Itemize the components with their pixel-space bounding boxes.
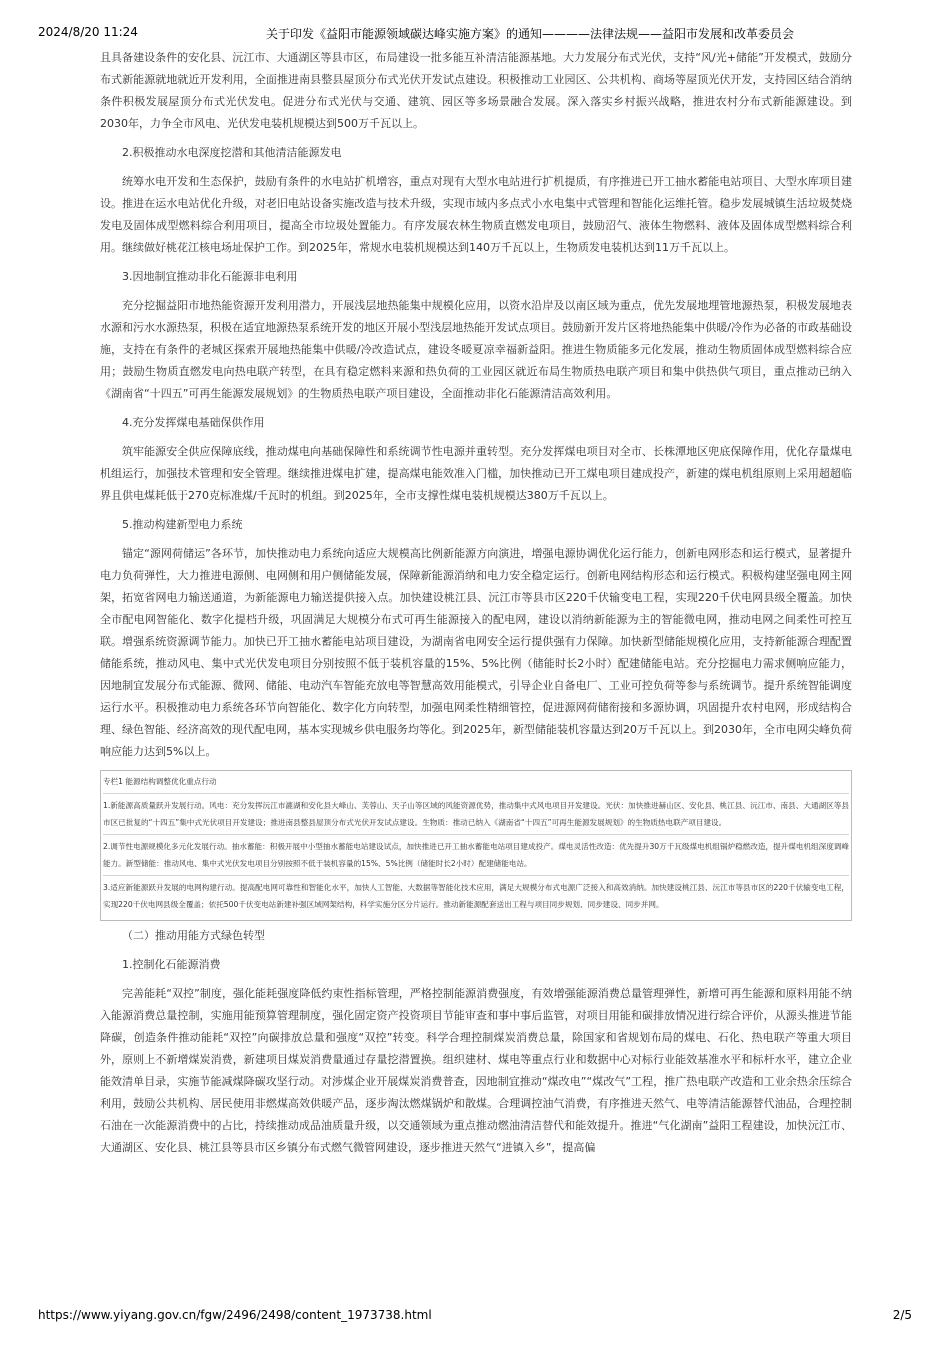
feature-box-energy-structure (100, 770, 852, 921)
print-page-title: 关于印发《益阳市能源领域碳达峰实施方案》的通知————法律法规——益阳市发展和改革委员会 (266, 27, 795, 41)
subheading-coal-power: 4.充分发挥煤电基础保供作用 (122, 416, 265, 429)
paragraph-power-system: 锚定“源网荷储运”各环节，加快推动电力系统向适应大规模高比例新能源方向演进，增强电源协调优化运行能力，创新电网形态和运行模式，显著提升电力负荷弹性，大力推进电源侧、电网侧和用户侧储能发展，保障新能源消纳和电力安全稳定运行。创新电网结构形态和运行模式。积极构建坚强电网主网架，拓宽省网电力输送通道，为新能源电力输送提供接入点。加快建设桃江县、沅江市等县市区220千伏输变电工程，实现220千伏电网县级全覆盖。加快全市配电网智能化、数字化提档升级，巩固满足大规模分布式可再生能源接入的配电网，建设以消纳新能源为主的智能微电网，推动电网之间柔性可控互联。增强系统资源调节能力。加快已开工抽水蓄能电站项目建设，为湖南省电网安全运行提供强有力保障。加快新型储能规模化应用，支持新能源合理配置储能系统，推动风电、集中式光伏发电项目分别按照不低于装机容量的15%、5%比例（储能时长2小时）配建储能电站。充分挖掘电力需求侧响应能力，因地制宜发展分布式能源、微网、储能、电动汽车智能充放电等智慧高效用能模式，引导企业自备电厂、工业可控负荷等参与系统调节。提升系统智能调度运行水平。积极推动电力系统各环节向智能化、数字化方向转型，加强电网柔性精细管控，促进源网荷储衔接和多源协调，巩固提升农村电网，形成结构合理、绿色智能、经济高效的现代配电网，基本实现城乡供电服务均等化。到2025年，新型储能装机容量达到20万千瓦以上。到2030年，全市电网尖峰负荷响应能力达到5%以上。 (100, 547, 852, 758)
feature-box-item-regulating-power: 2.调节性电源规模化多元化发展行动。抽水蓄能：积极开展中小型抽水蓄能电站建设试点，加快推进已开工抽水蓄能电站项目建成投产。煤电灵活性改造：优先提升30万千瓦级煤电机组锅炉稳燃改造，提升煤电机组深度调峰能力。新型储能：推动风电、集中式光伏发电项目分别按照不低于装机容量的15%、5%比例（储能时长2小时）配建储能电站。 (103, 838, 849, 876)
subheading-hydropower: 2.积极推动水电深度挖潜和其他清洁能源发电 (122, 146, 342, 159)
subheading-power-system: 5.推动构建新型电力系统 (122, 518, 243, 531)
page-number: 2/5 (892, 1308, 912, 1322)
feature-box-item-grid: 3.适应新能源跃升发展的电网构建行动。提高配电网可靠性和智能化水平，加快人工智能、大数据等智能化技术应用，满足大规模分布式电源广泛接入和高效消纳。加快建设桃江县、沅江市等县市区的220千伏输变电工程，实现220千伏电网县级全覆盖；依托500千伏变电站新建补强区域网架结构，科学实施分区分片运行。推动新能源配套送出工程与项目同步规划、同步建设、同步并网。 (103, 883, 849, 909)
section-heading-green-transition: （二）推动用能方式绿色转型 (122, 929, 265, 942)
subheading-fossil-control: 1.控制化石能源消费 (122, 958, 221, 971)
paragraph-hydropower: 统筹水电开发和生态保护，鼓励有条件的水电站扩机增容，重点对现有大型水电站进行扩机提质，有序推进已开工抽水蓄能电站项目、大型水库项目建设。推进在运水电站优化升级，对老旧电站设备实施改造与技术升级，实现市域内多点式小水电集中式管理和智能化运维托管。稳步发展城镇生活垃圾焚烧发电及固体成型燃料综合利用项目，提高全市垃圾处置能力。有序发展农林生物质直燃发电项目，鼓励沼气、液体生物燃料、液体及固体成型燃料综合利用。继续做好桃花江核电场址保护工作。到2025年，常规水电装机规模达到140万千瓦以上，生物质发电装机达到11万千瓦以上。 (100, 175, 852, 254)
feature-box-item-new-energy: 1.新能源高质量跃升发展行动。风电：充分发挥沅江市漉湖和安化县大峰山、芙蓉山、天子山等区域的风能资源优势，推动集中式风电项目开发建设。光伏：加快推进赫山区、安化县、桃江县、沅江市、南县、大通湖区等县市区已批复的“十四五”集中式光伏项目开发建设；推进南县整县屋顶分布式光伏开发试点建设。生物质：推动已纳入《湖南省“十四五”可再生能源发展规划》的生物质热电联产项目建设。 (103, 797, 849, 835)
subheading-non-electric-use: 3.因地制宜推动非化石能源非电利用 (122, 270, 298, 283)
feature-box-title: 专栏1 能源结构调整优化重点行动 (103, 773, 849, 794)
paragraph-fossil-control: 完善能耗“双控”制度，强化能耗强度降低约束性指标管理，严格控制能源消费强度，有效增强能源消费总量管理弹性，新增可再生能源和原料用能不纳入能源消费总量控制，实施用能预算管理制度，强化固定资产投资项目节能审查和事中事后监管，对项目用能和碳排放情况进行综合评价，从源头推进节能降碳，创造条件推动能耗“双控”向碳排放总量和强度“双控”转变。科学合理控制煤炭消费总量，除国家和省规划布局的煤电、石化、热电联产等重大项目外，原则上不新增煤炭消费，新建项目煤炭消费量通过存量挖潜置换。组织建材、煤电等重点行业和数据中心对标行业能效基准水平和标杆水平，建立企业能效清单目录，实施节能减煤降碳攻坚行动。对涉煤企业开展煤炭消费普查，因地制宜推动“煤改电”“煤改气”工程，推广热电联产改造和工业余热余压综合利用，鼓励公共机构、居民使用非燃煤高效供暖产品，逐步淘汰燃煤锅炉和散煤。合理调控油气消费，有序推进天然气、电等清洁能源替代油品，合理控制石油在一次能源消费中的占比，持续推动成品油质量升级，以交通领域为重点推动燃油清洁替代和能效提升。推进“气化湖南”益阳工程建设，加快沅江市、大通湖区、安化县、桃江县等县市区乡镇分布式燃气微管网建设，逐步推进天然气“进镇入乡”，提高偏 (100, 987, 852, 1154)
paragraph-coal-power: 筑牢能源安全供应保障底线，推动煤电向基础保障性和系统调节性电源并重转型。充分发挥煤电项目对全市、长株潭地区兜底保障作用，优化存量煤电机组运行，加强技术管理和安全管理。继续推进煤电扩建，提高煤电能效准入门槛，加快推动已开工煤电项目建成投产，新建的煤电机组原则上采用超超临界且供电煤耗低于270克标准煤/千瓦时的机组。到2025年，全市支撑性煤电装机规模达380万千瓦以上。 (100, 445, 852, 502)
print-footer (38, 1308, 912, 1324)
paragraph-non-electric-use: 充分挖掘益阳市地热能资源开发利用潜力，开展浅层地热能集中规模化应用，以资水沿岸及以南区域为重点，优先发展地埋管地源热泵，积极发展地表水源和污水水源热泵，积极在适宜地源热泵系统开发的地区开展小型浅层地热能开发试点项目。鼓励新开发片区将地热能集中供暖/冷作为必备的市政基础设施，支持在有条件的老城区探索开展地热能集中供暖/冷改造试点，建设冬暖夏凉幸福新益阳。推进生物质能多元化发展，推动生物质固体成型燃料综合应用；鼓励生物质直燃发电向热电联产转型，在具有稳定燃料来源和热负荷的工业园区就近布局生物质热电联产项目和集中供热供气项目，重点推动已纳入《湖南省“十四五”可再生能源发展规划》的生物质热电联产项目建设，全面推动非化石能源清洁高效利用。 (100, 299, 852, 400)
print-url: https://www.yiyang.gov.cn/fgw/2496/2498/content_1973738.html (38, 1308, 432, 1322)
print-header (38, 25, 912, 41)
print-datetime: 2024/8/20 11:24 (38, 25, 138, 39)
article-body (100, 47, 852, 1166)
paragraph-distributed-energy: 且具备建设条件的安化县、沅江市、大通湖区等县市区，布局建设一批多能互补清洁能源基地。大力发展分布式光伏，支持“风/光+储能”开发模式，鼓励分布式新能源就地就近开发利用，全面推进南县整县屋顶分布式光伏开发试点建设。积极推动工业园区、公共机构、商场等屋顶光伏开发，支持园区结合消纳条件积极发展屋顶分布式光伏发电。促进分布式光伏与交通、建筑、园区等多场景融合发展。深入落实乡村振兴战略，推进农村分布式新能源建设。到2030年，力争全市风电、光伏发电装机规模达到500万千瓦以上。 (100, 51, 852, 130)
